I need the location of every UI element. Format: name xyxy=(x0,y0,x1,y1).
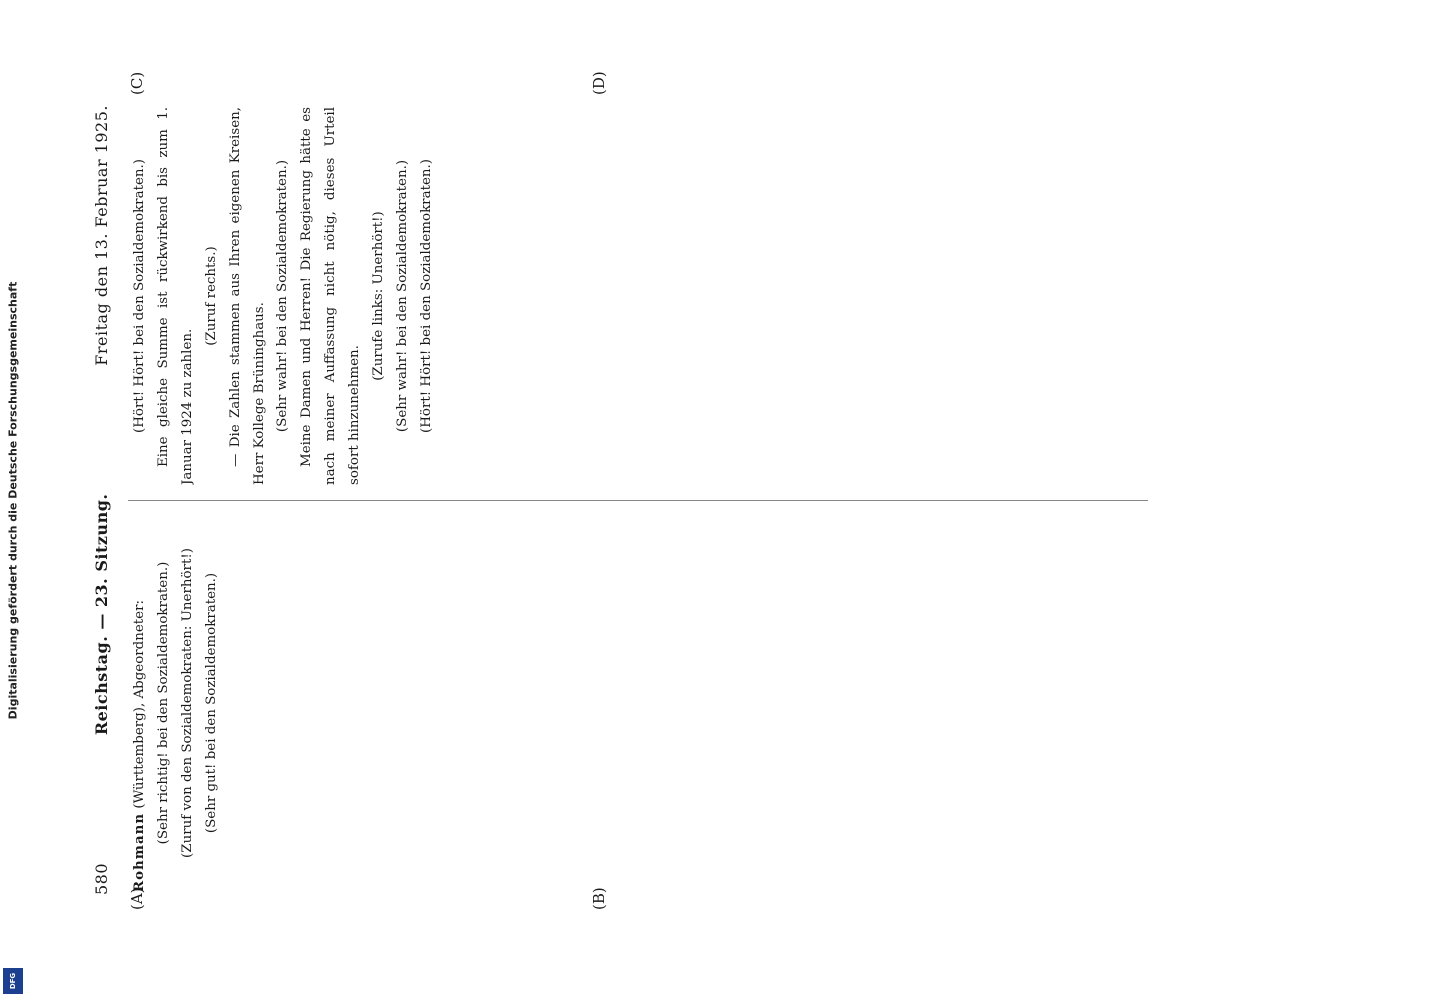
speaker-line: Rohmann (Württemberg), Abgeordneter: xyxy=(131,600,147,892)
paragraph: Eine gleiche Summe ist rückwirkend bis zum 1. Januar 1924 zu zahlen. xyxy=(155,107,195,485)
column-divider xyxy=(128,500,1148,501)
margin-letter-b: (B) xyxy=(590,887,608,910)
margin-letter-a: (A) xyxy=(128,887,146,910)
interjection: (Sehr wahr! bei den Sozialdemokraten.) xyxy=(394,159,410,433)
interjection: (Zuruf rechts.) xyxy=(203,246,219,346)
page-header xyxy=(88,105,114,895)
speaker-detail: (Württemberg), Abgeordneter xyxy=(132,604,147,809)
page-number: 580 xyxy=(91,862,111,895)
paragraph: Meine Damen und Herren! Die Regierung hätte es nach meiner Auffassung nicht nötig, dieses Urteil sofort hinzunehmen. xyxy=(299,107,363,485)
interjection: (Sehr wahr! bei den Sozialdemokraten.) xyxy=(275,159,291,433)
interjection: (Sehr richtig! bei den Sozialdemokraten.) xyxy=(155,561,171,845)
margin-letter-c: (C) xyxy=(128,71,146,95)
interjection: (Zurufe links: Unerhört!) xyxy=(371,211,387,381)
text-column-right xyxy=(128,107,1153,485)
paragraph: — Die Zahlen stammen aus Ihren eigenen Kreisen, Herr Kollege Brüninghaus. xyxy=(227,107,267,485)
margin-letter-d: (D) xyxy=(590,71,608,95)
interjection: (Zuruf von den Sozialdemokraten: Unerhört!) xyxy=(179,548,195,858)
credit-text: Digitalisierung gefördert durch die Deutsche Forschungsgemeinschaft xyxy=(6,281,20,719)
session-date: Freitag den 13. Februar 1925. xyxy=(91,105,111,366)
interjection: (Hört! Hört! bei den Sozialdemokraten.) xyxy=(132,159,147,433)
dfg-logo-text: DFG xyxy=(9,972,17,990)
session-title: Reichstag. — 23. Sitzung. xyxy=(91,493,111,736)
interjection: (Hört! Hört! bei den Sozialdemokraten.) xyxy=(418,159,434,433)
text-column-left xyxy=(128,514,1153,892)
speaker-name: Rohmann xyxy=(131,812,147,892)
interjection: (Sehr gut! bei den Sozialdemokraten.) xyxy=(203,572,219,834)
